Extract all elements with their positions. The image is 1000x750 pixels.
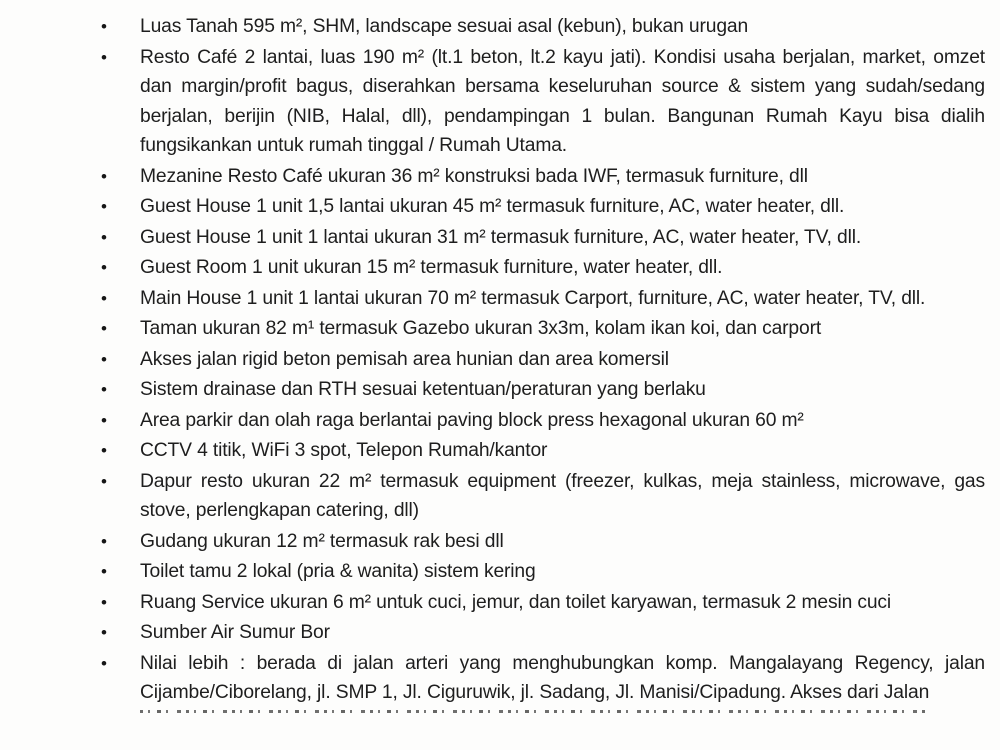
list-item-text: Mezanine Resto Café ukuran 36 m² konstruksi bada IWF, termasuk furniture, dll — [140, 165, 808, 187]
bullet-marker: • — [101, 471, 107, 491]
list-item-text: Main House 1 unit 1 lantai ukuran 70 m² termasuk Carport, furniture, AC, water heater, TV, dll. — [140, 287, 926, 309]
bullet-marker: • — [101, 623, 107, 642]
list-item — [96, 467, 985, 526]
list-item-text: Sumber Air Sumur Bor — [140, 622, 330, 643]
list-item-text: Luas Tanah 595 m², SHM, landscape sesuai asal (kebun), bukan urugan — [140, 16, 749, 37]
list-item — [96, 527, 985, 557]
list-item-text: Area parkir dan olah raga berlantai paving block press hexagonal ukuran 60 m² — [140, 409, 804, 431]
bullet-marker: • — [101, 380, 107, 399]
bullet-marker: • — [101, 319, 107, 338]
bullet-marker: • — [101, 441, 107, 460]
list-item-text: Guest House 1 unit 1,5 lantai ukuran 45 m² termasuk furniture, AC, water heater, dll. — [140, 196, 845, 217]
list-item-text: CCTV 4 titik, WiFi 3 spot, Telepon Rumah/kantor — [140, 440, 548, 461]
list-item — [96, 284, 985, 314]
list-item — [96, 162, 985, 192]
list-item — [96, 557, 985, 587]
bullet-marker: • — [101, 288, 107, 308]
list-item-text: Guest House 1 unit 1 lantai ukuran 31 m² termasuk furniture, AC, water heater, TV, dll. — [140, 226, 862, 248]
list-item-text: Dapur resto ukuran 22 m² termasuk equipment (freezer, kulkas, meja stainless, microwave, gas stove, perlengkapan catering, dll) — [140, 470, 985, 521]
list-item — [96, 223, 985, 253]
list-item-text: Nilai lebih : berada di jalan arteri yang menghubungkan komp. Mangalayang Regency, jalan Cijambe/Ciborelang, jl. SMP 1, Jl. Ciguruwik, jl. Sadang, Jl. Manisi/Cipadung. Akses dari Jalan — [140, 652, 985, 703]
bullet-marker: • — [101, 531, 107, 551]
list-item — [96, 43, 985, 161]
bullet-list — [96, 12, 985, 716]
list-item — [96, 314, 985, 344]
list-item-text: Resto Café 2 lantai, luas 190 m² (lt.1 beton, lt.2 kayu jati). Kondisi usaha berjalan, market, omzet dan margin/profit bagus, diserahkan bersama keseluruhan source & sistem yang sudah/sedang berjalan, berijin (NIB, Halal, dll), pendampingan 1 bulan. Bangunan Rumah Kayu bisa dialih fungsikankan untuk rumah tinggal / Rumah Utama. — [140, 46, 985, 156]
list-item-text: Akses jalan rigid beton pemisah area hunian dan area komersil — [140, 348, 669, 370]
list-item — [96, 192, 985, 222]
list-item-text: Gudang ukuran 12 m² termasuk rak besi dll — [140, 530, 504, 552]
list-item-text: Ruang Service ukuran 6 m² untuk cuci, jemur, dan toilet karyawan, termasuk 2 mesin cuci — [140, 591, 892, 613]
list-item — [96, 12, 985, 42]
list-item — [96, 253, 985, 283]
list-item — [96, 375, 985, 405]
bullet-marker: • — [101, 166, 107, 186]
document-page — [96, 12, 985, 716]
list-item — [96, 406, 985, 436]
bullet-marker: • — [101, 17, 107, 36]
list-item-text: Taman ukuran 82 m¹ termasuk Gazebo ukuran 3x3m, kolam ikan koi, dan carport — [140, 318, 822, 339]
bullet-marker: • — [101, 258, 107, 277]
bullet-marker: • — [101, 562, 107, 581]
bullet-marker: • — [101, 227, 107, 247]
bullet-marker: • — [101, 592, 107, 612]
list-item — [96, 436, 985, 466]
list-item — [96, 588, 985, 618]
bullet-marker: • — [101, 410, 107, 430]
bullet-marker: • — [101, 47, 107, 67]
list-item — [96, 649, 985, 708]
clipped-text-line — [140, 710, 930, 716]
list-item-text: Sistem drainase dan RTH sesuai ketentuan/peraturan yang berlaku — [140, 379, 706, 400]
bullet-marker: • — [101, 349, 107, 369]
list-item-text: Toilet tamu 2 lokal (pria & wanita) sistem kering — [140, 561, 536, 582]
list-item-text: Guest Room 1 unit ukuran 15 m² termasuk furniture, water heater, dll. — [140, 257, 723, 278]
list-item — [96, 345, 985, 375]
list-item — [96, 618, 985, 648]
bullet-marker: • — [101, 653, 107, 673]
bullet-marker: • — [101, 197, 107, 216]
